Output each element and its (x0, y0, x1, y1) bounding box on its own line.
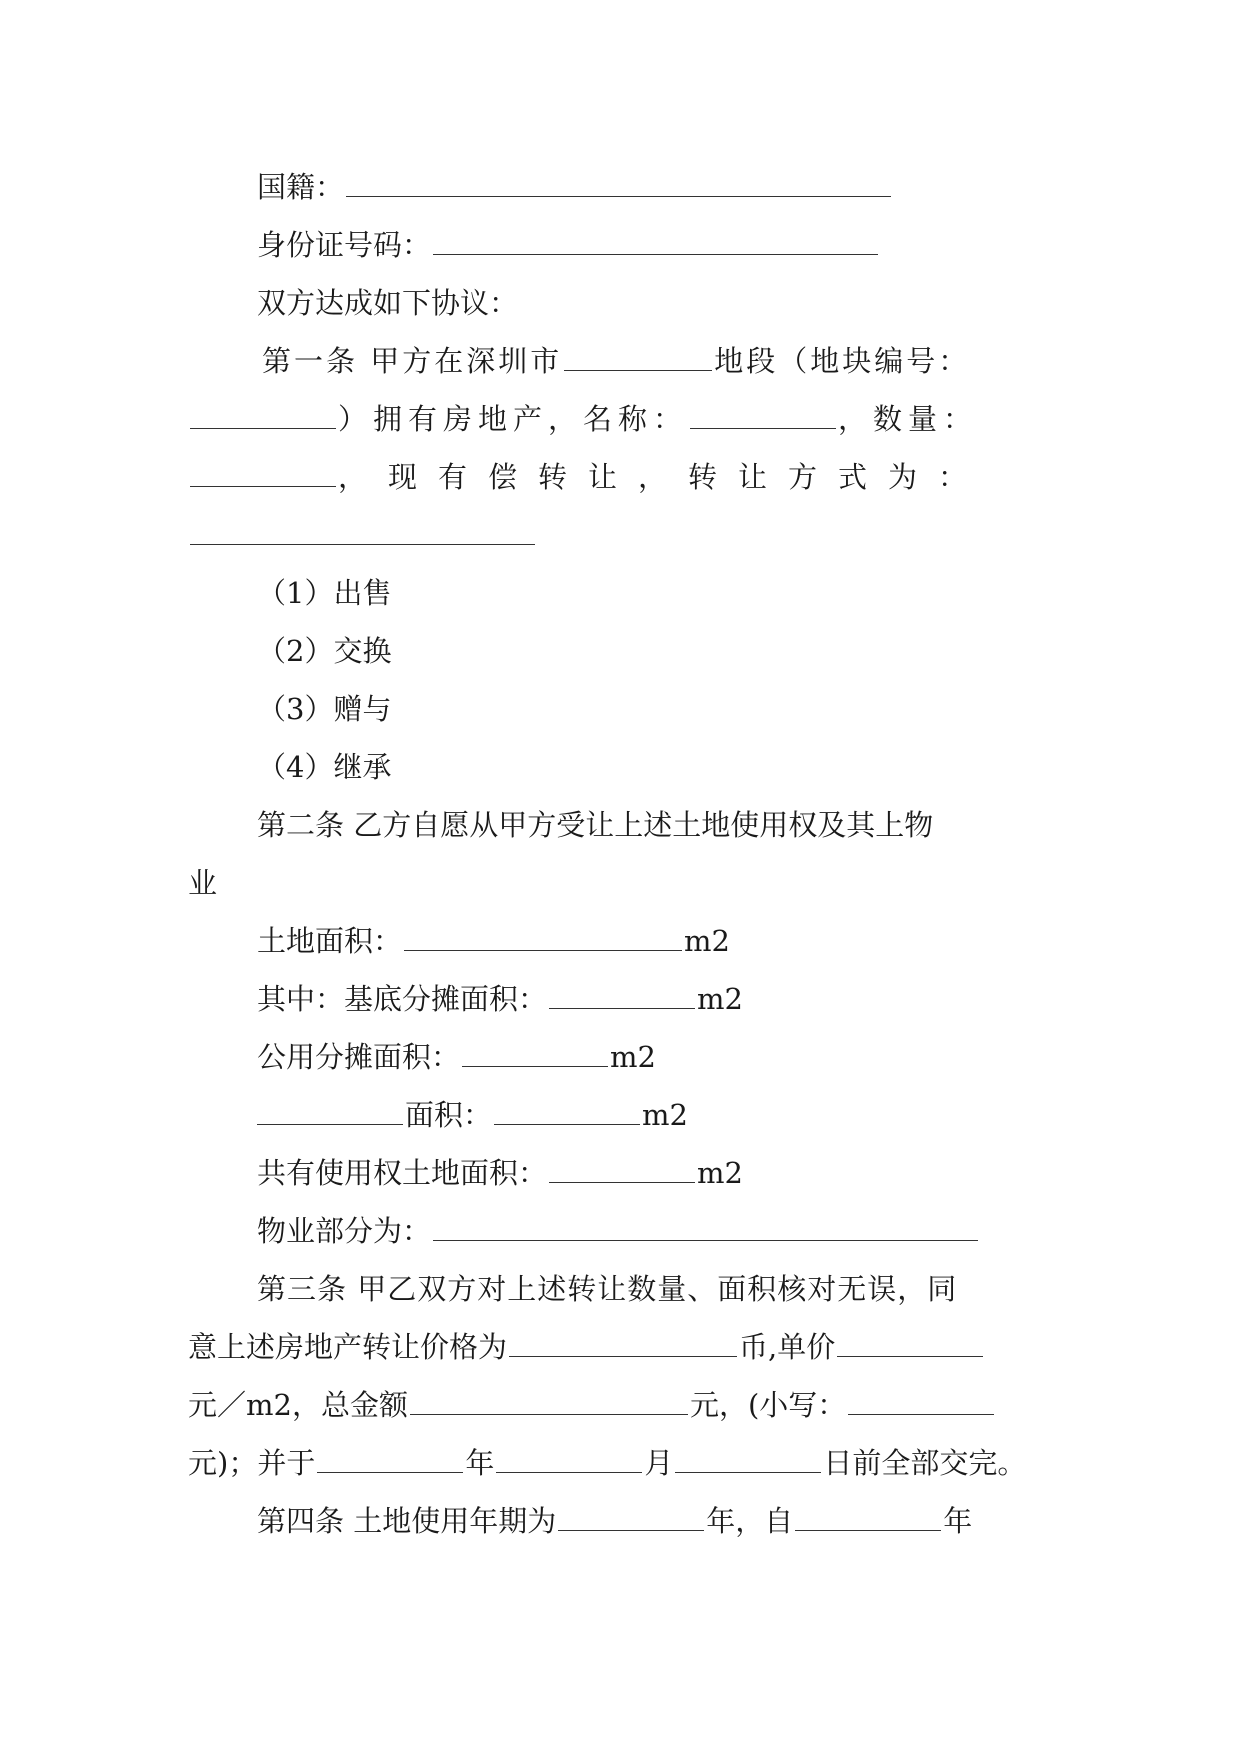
option-sale (257, 573, 391, 613)
property-name-field[interactable] (690, 402, 836, 429)
article3-text-b2: 币,单价 (739, 1330, 836, 1364)
article3-text-b1: 意上述房地产转让价格为 (188, 1330, 508, 1364)
article2-line2 (188, 863, 217, 903)
option-sale-text: （1）出售 (257, 576, 392, 610)
id-number-label: 身份证号码： (257, 228, 432, 262)
article3-text-a: 第三条 甲乙双方对上述转让数量、面积核对无误，同 (257, 1272, 958, 1306)
agreement-heading (257, 283, 518, 323)
article1-text-e: ，现有偿转让，转让方式为： (338, 460, 989, 494)
article2-text-b: 业 (188, 866, 218, 900)
option-inheritance (257, 747, 391, 787)
article1-text-c: ）拥有房地产，名称： (338, 402, 689, 436)
article3-text-d3: 月 (644, 1446, 674, 1480)
option-inheritance-text: （4）继承 (257, 750, 392, 784)
article4-text-c: 年 (943, 1504, 973, 1538)
article2-text-a: 第二条 乙方自愿从甲方受让上述土地使用权及其上物 (257, 808, 934, 842)
start-year-field[interactable] (795, 1504, 941, 1531)
base-area-label: 其中：基底分摊面积： (257, 982, 548, 1016)
option-gift (257, 689, 391, 729)
pay-month-field[interactable] (496, 1446, 642, 1473)
article1-line1 (262, 341, 970, 381)
article1-line3 (188, 457, 988, 497)
term-years-field[interactable] (558, 1504, 704, 1531)
area-type-field[interactable] (257, 1098, 403, 1125)
public-area-field[interactable] (462, 1040, 608, 1067)
shared-land-unit: m2 (697, 1156, 743, 1190)
article3-line1 (257, 1269, 957, 1309)
base-area-field[interactable] (549, 982, 695, 1009)
article3-line2 (188, 1327, 985, 1367)
article3-text-c2: 元，(小写： (689, 1388, 847, 1422)
public-area-line (257, 1037, 656, 1077)
land-area-line (257, 921, 730, 961)
article4-text-b: 年，自 (706, 1504, 794, 1538)
id-number-line (257, 225, 880, 265)
article1-text-b: 地段（地块编号： (714, 344, 971, 378)
amount-lowercase-field[interactable] (848, 1388, 994, 1415)
nationality-field[interactable] (346, 170, 891, 197)
total-amount-field[interactable] (410, 1388, 688, 1415)
agreement-text: 双方达成如下协议： (257, 286, 519, 320)
option-exchange-text: （2）交换 (257, 634, 392, 668)
option-exchange (257, 631, 391, 671)
land-area-label: 土地面积： (257, 924, 403, 958)
shared-land-label: 共有使用权土地面积： (257, 1156, 548, 1190)
article1-line2 (188, 399, 978, 439)
article3-text-d2: 年 (465, 1446, 495, 1480)
nationality-label: 国籍： (257, 170, 345, 204)
article3-text-d1: 元)；并于 (188, 1446, 316, 1480)
article3-text-c1: 元／m2，总金额 (188, 1388, 408, 1422)
other-area-label: 面积： (405, 1098, 493, 1132)
transfer-method-field[interactable] (190, 518, 535, 545)
id-number-field[interactable] (433, 228, 878, 255)
land-area-unit: m2 (684, 924, 730, 958)
plot-number-field[interactable] (190, 402, 336, 429)
article3-line4 (188, 1443, 1026, 1483)
base-area-line (257, 979, 743, 1019)
article2-line1 (257, 805, 933, 845)
article4-line1 (257, 1501, 972, 1541)
quantity-field[interactable] (190, 460, 336, 487)
nationality-line (257, 167, 893, 207)
article3-text-d4: 日前全部交完。 (823, 1446, 1027, 1480)
public-area-label: 公用分摊面积： (257, 1040, 461, 1074)
unit-price-field[interactable] (837, 1330, 983, 1357)
public-area-unit: m2 (610, 1040, 656, 1074)
article3-line3 (188, 1385, 996, 1425)
shared-land-line (257, 1153, 743, 1193)
price-field[interactable] (509, 1330, 737, 1357)
district-field[interactable] (564, 344, 712, 371)
property-part-label: 物业部分为： (257, 1214, 432, 1248)
article4-text-a: 第四条 土地使用年期为 (257, 1504, 557, 1538)
base-area-unit: m2 (697, 982, 743, 1016)
shared-land-field[interactable] (549, 1156, 695, 1183)
other-area-unit: m2 (642, 1098, 688, 1132)
land-area-field[interactable] (404, 924, 682, 951)
property-part-field[interactable] (433, 1214, 978, 1241)
pay-year-field[interactable] (317, 1446, 463, 1473)
property-part-line (257, 1211, 980, 1251)
other-area-field[interactable] (494, 1098, 640, 1125)
pay-day-field[interactable] (675, 1446, 821, 1473)
article1-text-a: 第一条 甲方在深圳市 (262, 344, 563, 378)
option-gift-text: （3）赠与 (257, 692, 392, 726)
article1-line4 (188, 515, 537, 555)
article1-text-d: ，数量： (838, 402, 979, 436)
other-area-line (255, 1095, 688, 1135)
